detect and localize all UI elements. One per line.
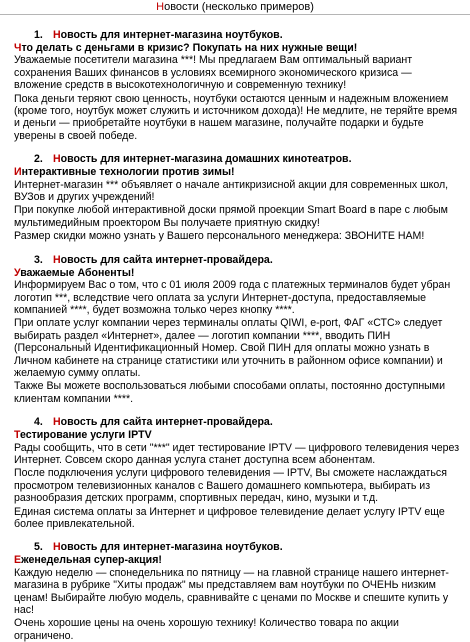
news-heading-text: овость для интернет-магазина домашних кинотеатров. xyxy=(60,153,352,166)
news-body xyxy=(14,54,460,142)
news-subheading-text: женедельная супер-акция! xyxy=(21,554,162,567)
news-subheading-text: естирование услуги IPTV xyxy=(19,429,152,442)
news-heading-first-letter: Н xyxy=(53,541,61,554)
news-number: 4. xyxy=(34,416,43,429)
news-heading xyxy=(34,416,460,429)
news-heading-text: овость для сайта интернет-провайдера. xyxy=(60,416,273,429)
news-paragraph: При оплате услуг компании через терминалы оплаты QIWI, e-port, ФАГ «СТС» следует выбирать раздел «Интернет», далее — логотип компании ****, вводить ПИН (Персональный Идентификационный Номер. Свой ПИН для оплаты можно узнать в Личном кабинете на странице статистики или уточнить в районном офисе компании) и желаемую сумму оплаты. xyxy=(14,317,443,379)
news-heading xyxy=(34,153,460,166)
news-paragraph: После подключения услуги цифрового телевидения — IPTV, Вы сможете наслаждаться просмотром телевизионных каналов с Вашего домашнего компьютера, выбирать из разнообразия детских программ, спортивных передач, кино, музыки и т.д. xyxy=(14,467,447,505)
page-title-text: овости (несколько примеров) xyxy=(164,1,314,13)
news-number: 2. xyxy=(34,153,43,166)
news-subheading-first-letter: Ч xyxy=(14,42,22,54)
news-subheading-first-letter: И xyxy=(14,166,22,179)
news-paragraph: При покупке любой интерактивной доски прямой проекции Smart Board в паре с любым мультимедийным проектором Вы получаете приятную скидку! xyxy=(14,204,448,229)
news-subheading xyxy=(14,267,460,279)
news-heading-first-letter: Н xyxy=(53,416,61,429)
news-subheading xyxy=(14,42,460,54)
news-heading xyxy=(34,254,460,267)
news-number: 1. xyxy=(34,29,43,41)
news-paragraph: Интернет-магазин *** объявляет о начале антикризисной акции для современных школ, ВУЗов и других учреждений! xyxy=(14,178,449,204)
news-number: 3. xyxy=(34,253,43,266)
news-body xyxy=(14,567,460,642)
news-subheading-first-letter: Е xyxy=(14,554,22,567)
news-subheading-text: важаемые Абоненты! xyxy=(20,266,135,279)
news-heading xyxy=(34,29,460,42)
news-heading xyxy=(34,541,460,554)
news-subheading-first-letter: У xyxy=(14,266,21,279)
news-list xyxy=(14,29,460,642)
news-heading-text: овость для интернет-магазина ноутбуков. xyxy=(60,29,283,41)
news-item xyxy=(14,416,460,530)
news-heading-text: овость для интернет-магазина ноутбуков. xyxy=(60,541,283,554)
page-title xyxy=(0,0,470,14)
page-title-first-letter: Н xyxy=(156,1,165,13)
news-paragraph: Рады сообщить, что в сети "***" идет тестирование IPTV — цифрового телевидения через Интернет. Совсем скоро данная услуга станет доступна всем абонентам. xyxy=(14,441,460,466)
news-item xyxy=(14,29,460,142)
news-heading-first-letter: Н xyxy=(53,153,61,166)
news-paragraph: Единая система оплаты за Интернет и цифровое телевидение делает услугу IPTV еще более привлекательной. xyxy=(14,505,445,530)
news-subheading xyxy=(14,429,460,441)
news-item xyxy=(14,541,460,642)
news-body xyxy=(14,442,460,531)
news-paragraph: Пока деньги теряют свою ценность, ноутбуки остаются ценным и надежным вложением (кроме того, ноутбук может служить и источником дохода)! Не медлите, не теряйте время и деньги — приобретайте ноутбуки в нашем магазине, получайте подарки и будьте уверены в своей победе. xyxy=(14,92,458,142)
news-paragraph: Очень хорошие цены на очень хорошую технику! Количество товара по акции ограничено. xyxy=(14,617,399,642)
news-subheading-text: нтерактивные технологии против зимы! xyxy=(21,166,235,179)
news-paragraph: Уважаемые посетители магазина ***! Мы предлагаем Вам оптимальный вариант сохранения Ваших финансов в условиях всемирного экономического кризиса — вложение средств в высокотехнологичную и современную технику! xyxy=(14,54,413,92)
news-heading-first-letter: Н xyxy=(53,29,61,41)
news-paragraph: Информируем Вас о том, что с 01 июля 2009 года с платежных терминалов будет убран логотип ***, вследствие чего оплата за услуги Интернет-доступа, предоставляемые компанией ****, будет возможна только через кнопку ****. xyxy=(14,279,451,316)
news-number: 5. xyxy=(34,541,43,554)
news-paragraph: Каждую неделю — спонедельника по пятницу — на главной странице нашего интернет-магазина в рубрике "Хиты продаж" мы представляем вам ноутбуки по ОЧЕНЬ низким ценам! Выбирайте любую модель, сравнивайте с ценами по Москве и спешите купить у нас! xyxy=(14,566,449,617)
news-item xyxy=(14,153,460,242)
news-heading-text: овость для сайта интернет-провайдера. xyxy=(60,253,273,266)
title-divider xyxy=(0,14,470,15)
news-paragraph: Размер скидки можно узнать у Вашего персонального менеджера: ЗВОНИТЕ НАМ! xyxy=(14,230,425,243)
news-subheading xyxy=(14,554,460,566)
news-heading-first-letter: Н xyxy=(53,253,61,266)
news-subheading-text: то делать с деньгами в кризис? Покупать на них нужные вещи! xyxy=(21,42,358,54)
news-body xyxy=(14,179,460,243)
news-subheading-first-letter: Т xyxy=(14,429,20,442)
news-subheading xyxy=(14,166,460,178)
news-item xyxy=(14,254,460,405)
news-paragraph: Также Вы можете воспользоваться любыми способами оплаты, постоянно доступными клиентам компании ****. xyxy=(14,380,445,405)
news-body xyxy=(14,279,460,405)
